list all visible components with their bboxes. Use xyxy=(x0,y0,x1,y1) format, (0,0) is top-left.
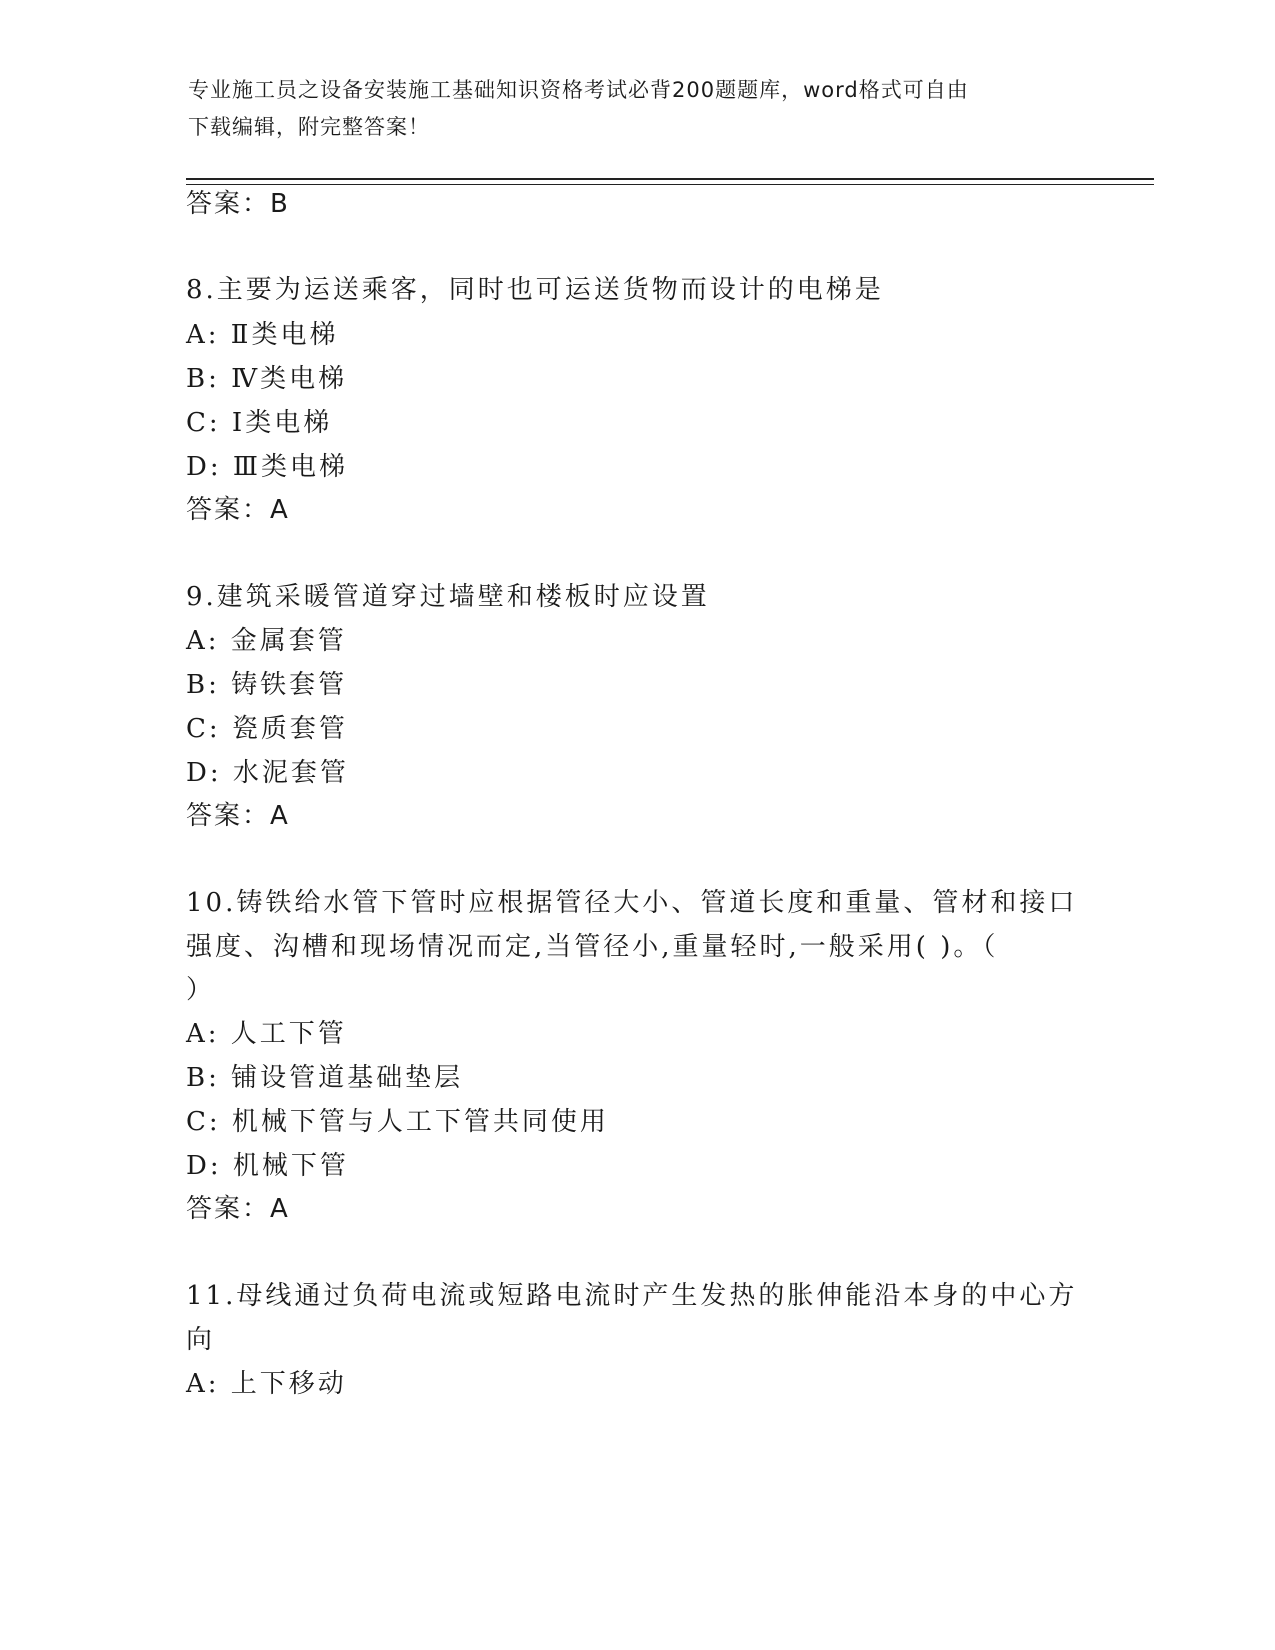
question-8-option-a: A: Ⅱ类电梯 xyxy=(186,320,339,350)
question-11-stem-line-2: 向 xyxy=(186,1325,216,1355)
question-11-option-a: A: 上下移动 xyxy=(186,1369,347,1399)
question-10-stem-line-3: ） xyxy=(186,975,216,1005)
header-line-1: 专业施工员之设备安装施工基础知识资格考试必背200题题库，word格式可自由 xyxy=(188,78,969,102)
question-9-option-b: B: 铸铁套管 xyxy=(186,670,348,700)
answer-previous: 答案：B xyxy=(186,189,290,219)
question-10-answer: 答案：A xyxy=(186,1194,290,1224)
document-header xyxy=(188,72,1088,146)
question-9-option-c: C: 瓷质套管 xyxy=(186,714,348,744)
question-10-stem-line-1: 10.铸铁给水管下管时应根据管径大小、管道长度和重量、管材和接口 xyxy=(186,888,1078,918)
question-8-option-b: B: Ⅳ类电梯 xyxy=(186,364,348,394)
question-9-option-d: D: 水泥套管 xyxy=(186,758,349,788)
question-10-option-c: C: 机械下管与人工下管共同使用 xyxy=(186,1107,609,1137)
question-10-option-b: B: 铺设管道基础垫层 xyxy=(186,1063,464,1093)
question-8-option-c: C: Ⅰ类电梯 xyxy=(186,408,333,438)
question-9-stem: 9.建筑采暖管道穿过墙壁和楼板时应设置 xyxy=(186,582,710,612)
question-10-stem-line-2: 强度、沟槽和现场情况而定,当管径小,重量轻时,一般采用( )。（ xyxy=(186,932,999,962)
question-8-stem: 8.主要为运送乘客，同时也可运送货物而设计的电梯是 xyxy=(186,275,884,305)
question-10-option-a: A: 人工下管 xyxy=(186,1019,347,1049)
question-9-option-a: A: 金属套管 xyxy=(186,626,347,656)
question-9-answer: 答案：A xyxy=(186,801,290,831)
header-rule-thin xyxy=(186,184,1154,185)
header-rule-thick xyxy=(186,178,1154,180)
question-8-answer: 答案：A xyxy=(186,495,290,525)
header-line-2: 下载编辑，附完整答案！ xyxy=(188,115,430,139)
question-8-option-d: D: Ⅲ类电梯 xyxy=(186,452,348,482)
question-10-option-d: D: 机械下管 xyxy=(186,1151,349,1181)
question-11-stem-line-1: 11.母线通过负荷电流或短路电流时产生发热的胀伸能沿本身的中心方 xyxy=(186,1281,1078,1311)
